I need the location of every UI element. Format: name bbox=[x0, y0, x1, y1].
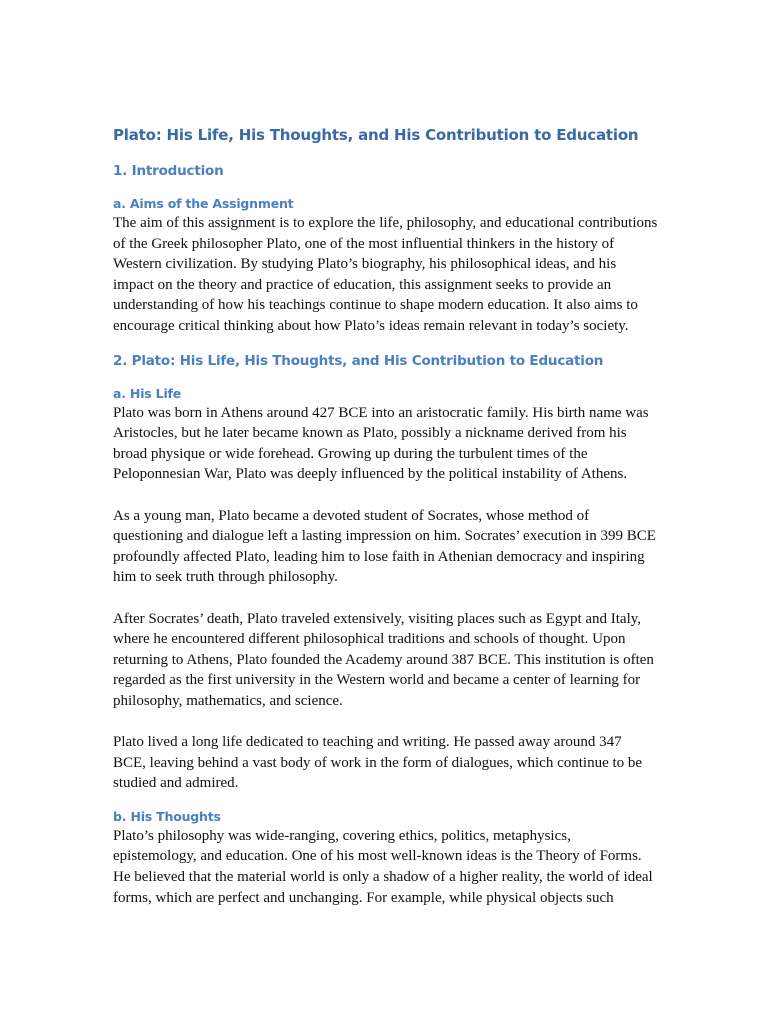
paragraph-life-1: Plato was born in Athens around 427 BCE into an aristocratic family. His birth name was Aristocles, but he later became known as Plato, possibly a nickname derived from his broad physique or wide forehead. Growing up during the turbulent times of the Peloponnesian War, Plato was deeply influenced by the political instability of Athens. bbox=[113, 404, 649, 483]
paragraph-thoughts-1: Plato’s philosophy was wide-ranging, covering ethics, politics, metaphysics, epistemology, and education. One of his most well-known ideas is the Theory of Forms. He believed that the material world is only a shadow of a higher reality, the world of ideal forms, which are perfect and unchanging. For example, while physical objects such bbox=[113, 827, 653, 906]
paragraph-spacer bbox=[113, 485, 658, 506]
paragraph-life-2: As a young man, Plato became a devoted student of Socrates, whose method of questioning and dialogue left a lasting impression on him. Socrates’ execution in 399 BCE profoundly affected Plato, leading him to lose faith in Athenian democracy and inspiring him to seek truth through philosophy. bbox=[113, 507, 656, 586]
document-title: Plato: His Life, His Thoughts, and His Contribution to Education bbox=[113, 126, 639, 144]
subsection-heading-his-life: a. His Life bbox=[113, 385, 182, 401]
paragraph-spacer bbox=[113, 711, 658, 732]
document-body bbox=[113, 124, 658, 908]
paragraph-life-3: After Socrates’ death, Plato traveled extensively, visiting places such as Egypt and Italy, where he encountered different philosophical traditions and schools of thought. Upon returning to Athens, Plato founded the Academy around 387 BCE. This institution is often regarded as the first university in the Western world and became a center of learning for philosophy, mathematics, and science. bbox=[113, 610, 654, 709]
paragraph-spacer bbox=[113, 588, 658, 609]
subsection-heading-his-thoughts: b. His Thoughts bbox=[113, 808, 221, 824]
paragraph-aims: The aim of this assignment is to explore the life, philosophy, and educational contributions of the Greek philosopher Plato, one of the most influential thinkers in the history of Western civilization. By studying Plato’s biography, his philosophical ideas, and his impact on the theory and practice of education, this assignment seeks to provide an understanding of how his teachings continue to shape modern education. It also aims to encourage critical thinking about how Plato’s ideas remain relevant in today’s society. bbox=[113, 215, 658, 334]
section-heading-introduction: 1. Introduction bbox=[113, 163, 224, 179]
subsection-heading-aims: a. Aims of the Assignment bbox=[113, 196, 294, 211]
section-heading-plato: 2. Plato: His Life, His Thoughts, and His Contribution to Education bbox=[113, 352, 604, 369]
paragraph-life-4: Plato lived a long life dedicated to teaching and writing. He passed away around 347 BCE, leaving behind a vast body of work in the form of dialogues, which continue to be studied and admired. bbox=[113, 734, 643, 792]
